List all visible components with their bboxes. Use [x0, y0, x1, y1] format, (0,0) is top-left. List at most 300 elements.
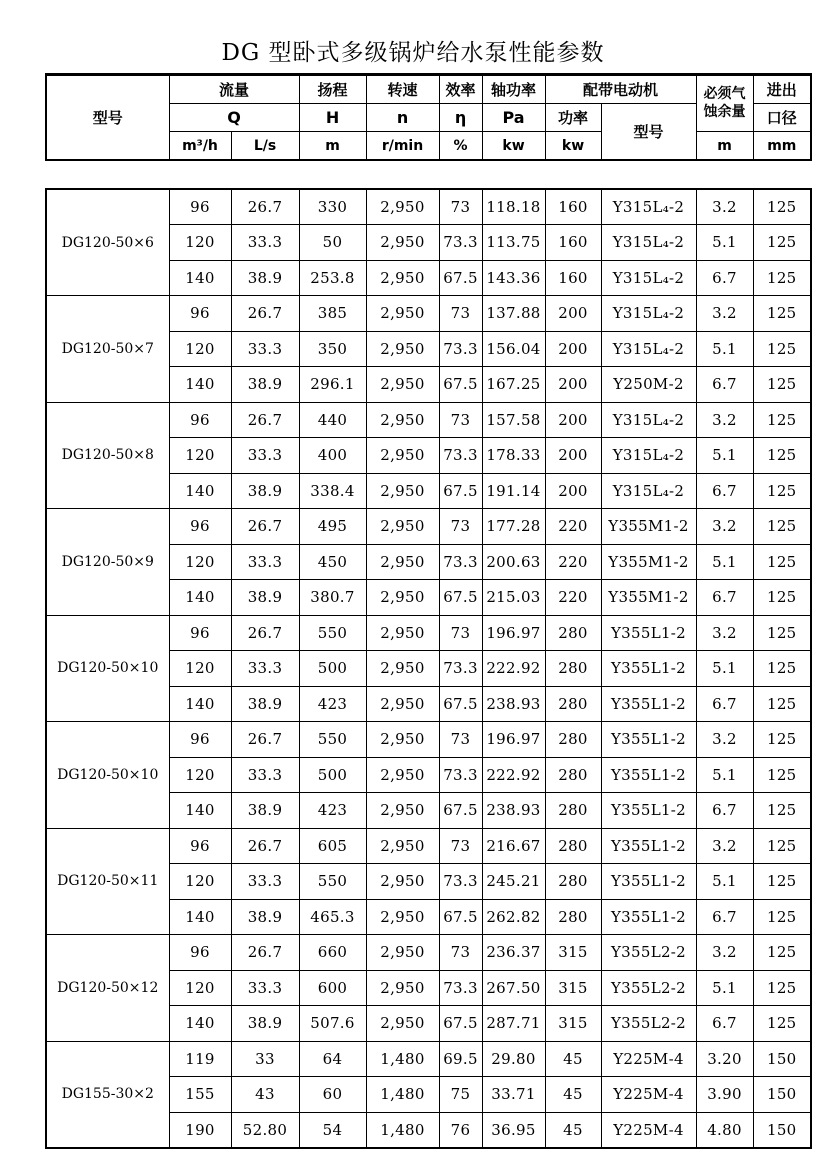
pump-model-cell: DG120-50×10: [46, 722, 169, 829]
cell-npsh: 6.7: [696, 899, 753, 935]
cell-speed: 2,950: [366, 828, 439, 864]
cell-q-ls: 33.3: [231, 544, 299, 580]
cell-port: 125: [753, 331, 811, 367]
cell-q-ls: 38.9: [231, 580, 299, 616]
cell-npsh: 5.1: [696, 544, 753, 580]
cell-motor-power: 220: [545, 544, 601, 580]
cell-port: 125: [753, 970, 811, 1006]
cell-port: 125: [753, 402, 811, 438]
cell-port: 150: [753, 1077, 811, 1113]
cell-motor-model: Y315L₄-2: [601, 296, 696, 332]
cell-efficiency: 73.3: [439, 970, 482, 1006]
cell-efficiency: 67.5: [439, 899, 482, 935]
cell-efficiency: 73: [439, 509, 482, 545]
cell-shaft-power: 118.18: [482, 189, 545, 225]
cell-q-ls: 33: [231, 1041, 299, 1077]
cell-speed: 1,480: [366, 1077, 439, 1113]
body-rows: [46, 189, 811, 1148]
cell-speed: 2,950: [366, 260, 439, 296]
col-header-npsh: 必须气蚀余量: [696, 75, 753, 132]
cell-motor-power: 280: [545, 615, 601, 651]
cell-q-ls: 26.7: [231, 189, 299, 225]
cell-head: 253.8: [299, 260, 366, 296]
cell-head: 423: [299, 686, 366, 722]
cell-motor-power: 200: [545, 402, 601, 438]
cell-efficiency: 73.3: [439, 438, 482, 474]
symbol-flow: Q: [169, 103, 299, 132]
cell-q-ls: 26.7: [231, 615, 299, 651]
cell-port: 125: [753, 686, 811, 722]
unit-head: m: [299, 132, 366, 161]
cell-npsh: 5.1: [696, 970, 753, 1006]
page-title: DG 型卧式多级锅炉给水泵性能参数: [221, 40, 605, 66]
cell-npsh: 3.2: [696, 615, 753, 651]
cell-motor-power: 45: [545, 1077, 601, 1113]
cell-npsh: 3.2: [696, 935, 753, 971]
cell-head: 423: [299, 793, 366, 829]
cell-q-m3h: 96: [169, 935, 231, 971]
cell-port: 125: [753, 367, 811, 403]
col-header-motor-model: 型号: [601, 103, 696, 160]
cell-npsh: 6.7: [696, 473, 753, 509]
cell-port: 125: [753, 189, 811, 225]
cell-efficiency: 73: [439, 722, 482, 758]
cell-motor-power: 280: [545, 793, 601, 829]
cell-q-m3h: 96: [169, 189, 231, 225]
cell-npsh: 5.1: [696, 757, 753, 793]
cell-efficiency: 67.5: [439, 1006, 482, 1042]
cell-speed: 1,480: [366, 1112, 439, 1148]
col-header-efficiency: 效率: [439, 75, 482, 104]
cell-speed: 2,950: [366, 793, 439, 829]
cell-motor-power: 200: [545, 367, 601, 403]
cell-speed: 2,950: [366, 473, 439, 509]
cell-motor-power: 200: [545, 331, 601, 367]
col-header-motor-power: 功率: [545, 103, 601, 132]
cell-shaft-power: 33.71: [482, 1077, 545, 1113]
cell-npsh: 6.7: [696, 260, 753, 296]
cell-motor-model: Y355L1-2: [601, 899, 696, 935]
cell-speed: 1,480: [366, 1041, 439, 1077]
cell-q-m3h: 155: [169, 1077, 231, 1113]
cell-port: 150: [753, 1041, 811, 1077]
cell-q-m3h: 120: [169, 651, 231, 687]
cell-speed: 2,950: [366, 544, 439, 580]
cell-shaft-power: 137.88: [482, 296, 545, 332]
cell-efficiency: 67.5: [439, 367, 482, 403]
cell-motor-power: 220: [545, 509, 601, 545]
cell-head: 495: [299, 509, 366, 545]
cell-port: 125: [753, 438, 811, 474]
cell-npsh: 3.2: [696, 296, 753, 332]
cell-motor-model: Y225M-4: [601, 1041, 696, 1077]
cell-q-m3h: 96: [169, 828, 231, 864]
cell-q-m3h: 140: [169, 793, 231, 829]
table-row: [46, 402, 811, 438]
cell-q-ls: 26.7: [231, 402, 299, 438]
cell-q-m3h: 120: [169, 544, 231, 580]
symbol-shaft-power: Pa: [482, 103, 545, 132]
cell-head: 350: [299, 331, 366, 367]
cell-shaft-power: 222.92: [482, 757, 545, 793]
cell-speed: 2,950: [366, 296, 439, 332]
cell-port: 125: [753, 580, 811, 616]
cell-motor-model: Y355L1-2: [601, 722, 696, 758]
cell-efficiency: 73: [439, 615, 482, 651]
unit-port: mm: [753, 132, 811, 161]
cell-head: 385: [299, 296, 366, 332]
cell-head: 64: [299, 1041, 366, 1077]
cell-efficiency: 67.5: [439, 686, 482, 722]
cell-q-ls: 38.9: [231, 473, 299, 509]
cell-efficiency: 73.3: [439, 225, 482, 261]
unit-npsh: m: [696, 132, 753, 161]
cell-npsh: 5.1: [696, 651, 753, 687]
cell-port: 125: [753, 473, 811, 509]
cell-motor-model: Y355M1-2: [601, 509, 696, 545]
cell-port: 125: [753, 757, 811, 793]
cell-shaft-power: 236.37: [482, 935, 545, 971]
table-row: [46, 615, 811, 651]
cell-port: 125: [753, 260, 811, 296]
cell-motor-model: Y225M-4: [601, 1077, 696, 1113]
cell-q-m3h: 120: [169, 438, 231, 474]
cell-head: 440: [299, 402, 366, 438]
cell-npsh: 3.20: [696, 1041, 753, 1077]
cell-speed: 2,950: [366, 864, 439, 900]
cell-q-ls: 33.3: [231, 438, 299, 474]
cell-speed: 2,950: [366, 509, 439, 545]
cell-npsh: 3.2: [696, 509, 753, 545]
cell-port: 125: [753, 793, 811, 829]
cell-npsh: 5.1: [696, 864, 753, 900]
cell-shaft-power: 238.93: [482, 793, 545, 829]
cell-npsh: 5.1: [696, 225, 753, 261]
cell-motor-power: 45: [545, 1112, 601, 1148]
cell-npsh: 4.80: [696, 1112, 753, 1148]
cell-shaft-power: 245.21: [482, 864, 545, 900]
cell-motor-model: Y355L1-2: [601, 864, 696, 900]
cell-port: 125: [753, 615, 811, 651]
cell-head: 550: [299, 722, 366, 758]
unit-flow-ls: L/s: [231, 132, 299, 161]
cell-q-ls: 38.9: [231, 686, 299, 722]
symbol-speed: n: [366, 103, 439, 132]
cell-motor-model: Y315L₄-2: [601, 260, 696, 296]
cell-npsh: 3.2: [696, 402, 753, 438]
cell-speed: 2,950: [366, 402, 439, 438]
cell-q-m3h: 96: [169, 402, 231, 438]
cell-motor-power: 160: [545, 189, 601, 225]
cell-motor-power: 280: [545, 686, 601, 722]
cell-motor-model: Y355L2-2: [601, 935, 696, 971]
cell-q-ls: 33.3: [231, 651, 299, 687]
pump-model-cell: DG120-50×9: [46, 509, 169, 616]
cell-q-ls: 26.7: [231, 935, 299, 971]
cell-q-m3h: 140: [169, 1006, 231, 1042]
header-table: [45, 73, 812, 161]
cell-q-ls: 26.7: [231, 509, 299, 545]
cell-motor-model: Y315L₄-2: [601, 225, 696, 261]
cell-efficiency: 73: [439, 935, 482, 971]
cell-motor-model: Y315L₄-2: [601, 438, 696, 474]
unit-flow-m3h: m³/h: [169, 132, 231, 161]
unit-shaft-power: kw: [482, 132, 545, 161]
cell-q-ls: 43: [231, 1077, 299, 1113]
cell-motor-model: Y355M1-2: [601, 580, 696, 616]
cell-shaft-power: 36.95: [482, 1112, 545, 1148]
cell-shaft-power: 216.67: [482, 828, 545, 864]
cell-efficiency: 67.5: [439, 473, 482, 509]
symbol-efficiency: η: [439, 103, 482, 132]
cell-port: 125: [753, 864, 811, 900]
cell-shaft-power: 113.75: [482, 225, 545, 261]
cell-q-m3h: 96: [169, 509, 231, 545]
cell-motor-power: 315: [545, 1006, 601, 1042]
pump-model-cell: DG120-50×7: [46, 296, 169, 403]
cell-head: 296.1: [299, 367, 366, 403]
cell-npsh: 3.90: [696, 1077, 753, 1113]
cell-motor-power: 45: [545, 1041, 601, 1077]
cell-npsh: 3.2: [696, 189, 753, 225]
cell-q-ls: 38.9: [231, 1006, 299, 1042]
cell-efficiency: 73.3: [439, 331, 482, 367]
cell-shaft-power: 238.93: [482, 686, 545, 722]
cell-motor-power: 315: [545, 970, 601, 1006]
cell-motor-model: Y355L1-2: [601, 651, 696, 687]
pump-model-cell: DG120-50×11: [46, 828, 169, 935]
cell-shaft-power: 222.92: [482, 651, 545, 687]
cell-head: 550: [299, 864, 366, 900]
col-header-speed: 转速: [366, 75, 439, 104]
cell-speed: 2,950: [366, 615, 439, 651]
cell-head: 507.6: [299, 1006, 366, 1042]
cell-shaft-power: 200.63: [482, 544, 545, 580]
cell-npsh: 3.2: [696, 828, 753, 864]
cell-q-m3h: 140: [169, 260, 231, 296]
cell-efficiency: 73.3: [439, 544, 482, 580]
cell-port: 125: [753, 722, 811, 758]
cell-motor-power: 160: [545, 260, 601, 296]
cell-motor-power: 280: [545, 651, 601, 687]
cell-motor-model: Y355L1-2: [601, 828, 696, 864]
cell-motor-model: Y225M-4: [601, 1112, 696, 1148]
cell-head: 500: [299, 757, 366, 793]
cell-head: 338.4: [299, 473, 366, 509]
cell-motor-power: 160: [545, 225, 601, 261]
cell-motor-power: 280: [545, 864, 601, 900]
cell-motor-model: Y355L2-2: [601, 970, 696, 1006]
cell-port: 125: [753, 935, 811, 971]
cell-shaft-power: 167.25: [482, 367, 545, 403]
cell-shaft-power: 215.03: [482, 580, 545, 616]
cell-q-m3h: 140: [169, 686, 231, 722]
cell-efficiency: 76: [439, 1112, 482, 1148]
cell-port: 125: [753, 544, 811, 580]
cell-efficiency: 75: [439, 1077, 482, 1113]
cell-q-ls: 33.3: [231, 331, 299, 367]
symbol-head: H: [299, 103, 366, 132]
cell-efficiency: 73: [439, 828, 482, 864]
pump-model-cell: DG120-50×10: [46, 615, 169, 722]
cell-head: 60: [299, 1077, 366, 1113]
cell-head: 380.7: [299, 580, 366, 616]
cell-speed: 2,950: [366, 367, 439, 403]
cell-head: 400: [299, 438, 366, 474]
cell-speed: 2,950: [366, 580, 439, 616]
header-row-1: [46, 75, 811, 104]
col-header-port-line2: 口径: [753, 103, 811, 132]
cell-npsh: 6.7: [696, 580, 753, 616]
cell-efficiency: 73.3: [439, 651, 482, 687]
cell-shaft-power: 177.28: [482, 509, 545, 545]
cell-port: 125: [753, 651, 811, 687]
cell-speed: 2,950: [366, 899, 439, 935]
cell-q-ls: 38.9: [231, 793, 299, 829]
cell-npsh: 5.1: [696, 331, 753, 367]
cell-npsh: 6.7: [696, 686, 753, 722]
cell-q-m3h: 140: [169, 473, 231, 509]
cell-efficiency: 69.5: [439, 1041, 482, 1077]
table-row: [46, 935, 811, 971]
cell-npsh: 5.1: [696, 438, 753, 474]
cell-q-m3h: 190: [169, 1112, 231, 1148]
cell-shaft-power: 196.97: [482, 722, 545, 758]
cell-motor-power: 220: [545, 580, 601, 616]
cell-shaft-power: 178.33: [482, 438, 545, 474]
cell-port: 125: [753, 899, 811, 935]
cell-shaft-power: 29.80: [482, 1041, 545, 1077]
col-header-port-line1: 进出: [753, 75, 811, 104]
cell-port: 125: [753, 1006, 811, 1042]
cell-head: 465.3: [299, 899, 366, 935]
cell-efficiency: 73.3: [439, 757, 482, 793]
cell-q-ls: 38.9: [231, 260, 299, 296]
table-row: [46, 509, 811, 545]
cell-q-m3h: 96: [169, 722, 231, 758]
cell-speed: 2,950: [366, 935, 439, 971]
cell-speed: 2,950: [366, 189, 439, 225]
cell-speed: 2,950: [366, 651, 439, 687]
cell-efficiency: 67.5: [439, 260, 482, 296]
cell-motor-model: Y250M-2: [601, 367, 696, 403]
cell-q-ls: 38.9: [231, 899, 299, 935]
cell-motor-power: 280: [545, 722, 601, 758]
cell-motor-model: Y315L₄-2: [601, 331, 696, 367]
cell-head: 450: [299, 544, 366, 580]
cell-motor-power: 280: [545, 757, 601, 793]
cell-head: 600: [299, 970, 366, 1006]
cell-motor-power: 280: [545, 899, 601, 935]
cell-head: 500: [299, 651, 366, 687]
cell-speed: 2,950: [366, 970, 439, 1006]
cell-head: 330: [299, 189, 366, 225]
cell-q-m3h: 96: [169, 296, 231, 332]
cell-npsh: 6.7: [696, 1006, 753, 1042]
unit-motor-power: kw: [545, 132, 601, 161]
cell-efficiency: 73: [439, 402, 482, 438]
cell-efficiency: 67.5: [439, 793, 482, 829]
cell-q-m3h: 140: [169, 580, 231, 616]
cell-shaft-power: 287.71: [482, 1006, 545, 1042]
cell-q-ls: 38.9: [231, 367, 299, 403]
cell-speed: 2,950: [366, 438, 439, 474]
pump-model-cell: DG120-50×6: [46, 189, 169, 296]
cell-motor-model: Y355L1-2: [601, 793, 696, 829]
cell-shaft-power: 267.50: [482, 970, 545, 1006]
cell-q-ls: 33.3: [231, 225, 299, 261]
cell-efficiency: 73: [439, 296, 482, 332]
cell-speed: 2,950: [366, 722, 439, 758]
cell-port: 125: [753, 225, 811, 261]
cell-motor-power: 200: [545, 438, 601, 474]
cell-q-m3h: 120: [169, 864, 231, 900]
table-row: [46, 189, 811, 225]
cell-motor-model: Y355L1-2: [601, 757, 696, 793]
col-header-model: 型号: [46, 75, 169, 161]
cell-q-m3h: 96: [169, 615, 231, 651]
cell-speed: 2,950: [366, 686, 439, 722]
cell-q-m3h: 120: [169, 225, 231, 261]
cell-head: 660: [299, 935, 366, 971]
cell-npsh: 6.7: [696, 793, 753, 829]
cell-efficiency: 73: [439, 189, 482, 225]
cell-motor-model: Y355L1-2: [601, 686, 696, 722]
cell-speed: 2,950: [366, 331, 439, 367]
cell-q-ls: 33.3: [231, 970, 299, 1006]
cell-motor-power: 315: [545, 935, 601, 971]
cell-q-ls: 26.7: [231, 722, 299, 758]
cell-q-m3h: 140: [169, 899, 231, 935]
cell-q-ls: 33.3: [231, 757, 299, 793]
cell-shaft-power: 156.04: [482, 331, 545, 367]
cell-motor-model: Y315L₄-2: [601, 473, 696, 509]
pump-model-cell: DG155-30×2: [46, 1041, 169, 1148]
table-row: [46, 722, 811, 758]
cell-q-m3h: 120: [169, 970, 231, 1006]
cell-q-ls: 33.3: [231, 864, 299, 900]
cell-q-m3h: 140: [169, 367, 231, 403]
table-row: [46, 296, 811, 332]
cell-motor-model: Y315L₄-2: [601, 402, 696, 438]
col-header-flow: 流量: [169, 75, 299, 104]
cell-head: 54: [299, 1112, 366, 1148]
pump-model-cell: DG120-50×12: [46, 935, 169, 1042]
cell-port: 125: [753, 828, 811, 864]
cell-shaft-power: 157.58: [482, 402, 545, 438]
cell-head: 50: [299, 225, 366, 261]
cell-efficiency: 67.5: [439, 580, 482, 616]
cell-motor-power: 280: [545, 828, 601, 864]
cell-port: 125: [753, 509, 811, 545]
table-row: [46, 828, 811, 864]
cell-motor-power: 200: [545, 473, 601, 509]
cell-speed: 2,950: [366, 757, 439, 793]
cell-motor-model: Y315L₄-2: [601, 189, 696, 225]
col-header-motor-group: 配带电动机: [545, 75, 696, 104]
cell-head: 605: [299, 828, 366, 864]
cell-q-m3h: 119: [169, 1041, 231, 1077]
cell-motor-model: Y355L2-2: [601, 1006, 696, 1042]
body-table: [45, 188, 812, 1149]
cell-q-m3h: 120: [169, 757, 231, 793]
cell-motor-model: Y355L1-2: [601, 615, 696, 651]
col-header-head: 扬程: [299, 75, 366, 104]
cell-efficiency: 73.3: [439, 864, 482, 900]
cell-motor-model: Y355M1-2: [601, 544, 696, 580]
cell-shaft-power: 143.36: [482, 260, 545, 296]
unit-efficiency: %: [439, 132, 482, 161]
